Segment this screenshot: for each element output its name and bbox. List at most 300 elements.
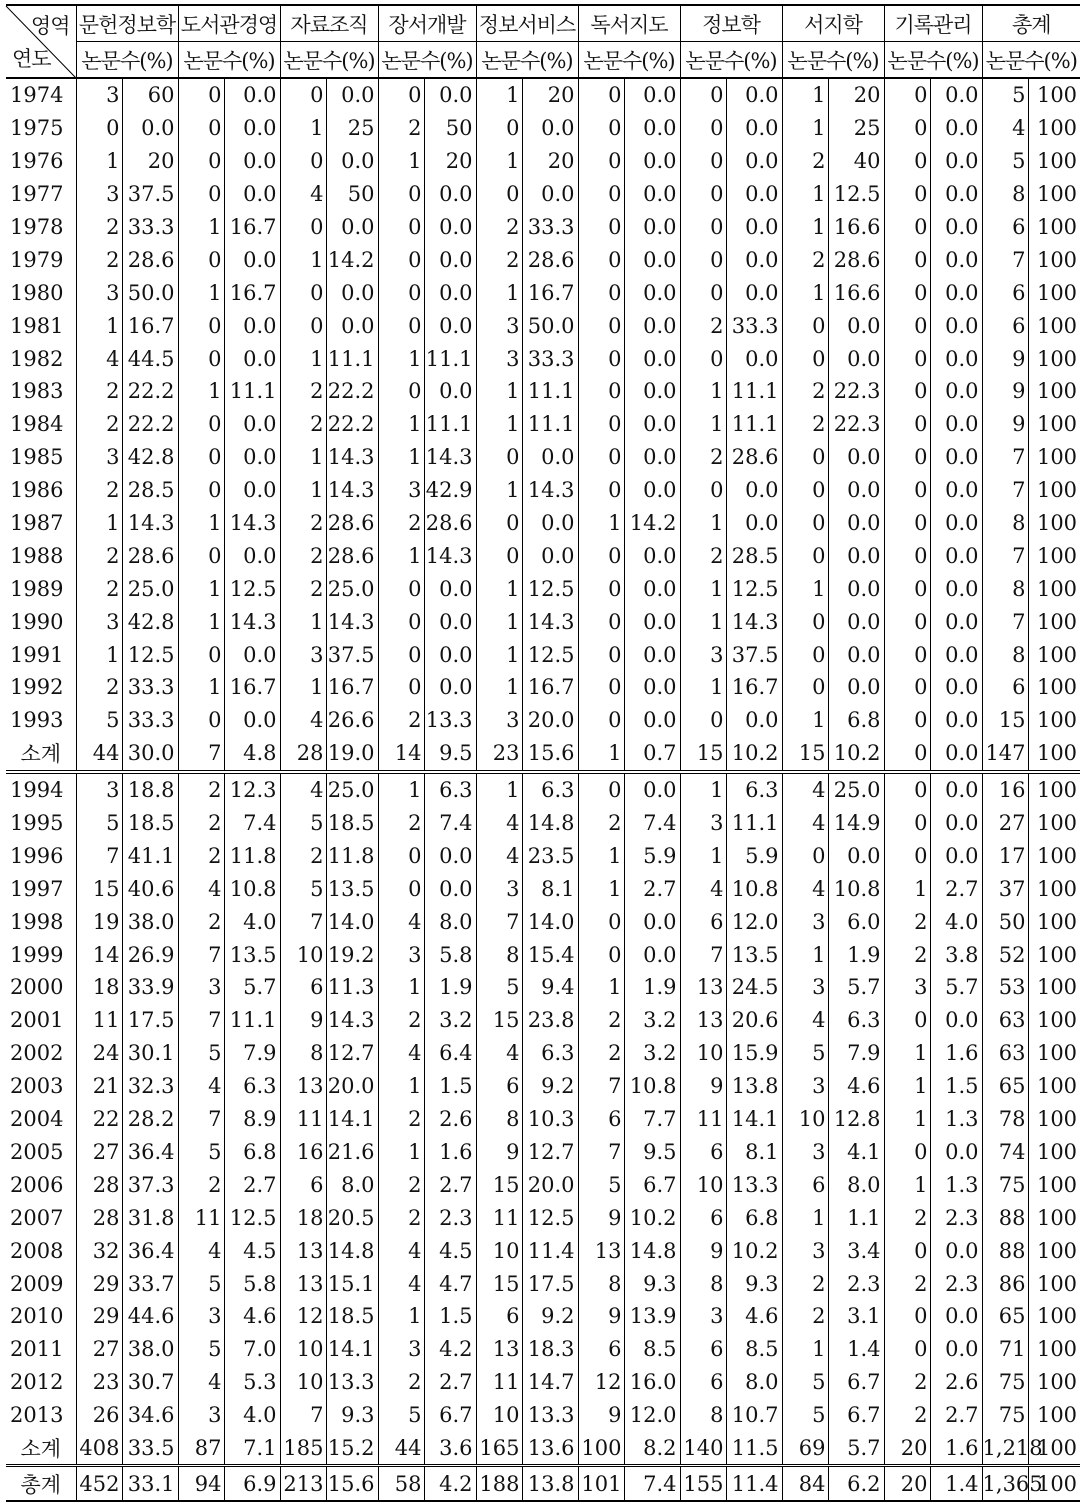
count-cell: 0	[680, 276, 726, 309]
count-cell: 2	[280, 839, 326, 872]
percent-cell: 2.6	[424, 1103, 476, 1136]
percent-cell: 13.5	[726, 938, 782, 971]
count-cell: 1	[476, 671, 522, 704]
percent-cell: 28.6	[122, 539, 178, 572]
percent-cell: 100	[1036, 942, 1078, 967]
percent-cell: 7.4	[224, 807, 280, 840]
percent-cell: 0.0	[624, 474, 680, 507]
percent-cell: 0.0	[930, 807, 982, 840]
count-cell: 6	[680, 1333, 726, 1366]
percent-cell: 15.9	[726, 1037, 782, 1070]
percent-cell: 100	[1036, 1074, 1078, 1099]
count-cell: 6	[680, 1136, 726, 1169]
percent-cell: 1.5	[424, 1300, 476, 1333]
count-cell: 2	[578, 1037, 624, 1070]
count-cell: 1	[178, 211, 224, 244]
percent-cell: 2.3	[930, 1201, 982, 1234]
percent-cell: 0.0	[424, 78, 476, 112]
percent-cell: 0.0	[930, 342, 982, 375]
percent-cell: 100	[1036, 1139, 1078, 1164]
percent-cell: 0.0	[930, 1234, 982, 1267]
percent-cell: 0.0	[930, 1136, 982, 1169]
percent-cell: 2.3	[828, 1267, 884, 1300]
count-cell: 2	[178, 839, 224, 872]
count-cell: 0	[680, 243, 726, 276]
percent-cell: 13.3	[522, 1399, 578, 1432]
percent-cell: 44.6	[122, 1300, 178, 1333]
count-cell: 2	[76, 211, 122, 244]
count-cell: 2	[378, 807, 424, 840]
percent-cell: 5.7	[224, 971, 280, 1004]
count-cell: 1	[378, 408, 424, 441]
count-cell: 10	[680, 1168, 726, 1201]
count-cell: 1	[578, 737, 624, 772]
percent-cell: 6.2	[828, 1466, 884, 1501]
table-row	[6, 1037, 1080, 1070]
percent-cell: 0.0	[828, 507, 884, 540]
percent-cell: 0.0	[522, 539, 578, 572]
percent-cell: 5.9	[726, 839, 782, 872]
count-cell: 0	[578, 671, 624, 704]
count-cell: 7	[178, 737, 224, 772]
percent-cell: 8.1	[726, 1136, 782, 1169]
percent-cell: 50.0	[122, 276, 178, 309]
count-cell: 12	[280, 1300, 326, 1333]
count-cell: 7	[76, 839, 122, 872]
count-cell: 5	[76, 807, 122, 840]
percent-cell: 42.8	[122, 605, 178, 638]
area-header-9: 총계	[982, 5, 1080, 42]
count-cell: 7	[680, 938, 726, 971]
percent-cell: 25	[828, 112, 884, 145]
count-cell: 9	[280, 1004, 326, 1037]
percent-cell: 100	[1036, 313, 1078, 338]
percent-cell: 100	[1036, 708, 1078, 733]
percent-cell: 0.0	[726, 178, 782, 211]
count-cell: 27	[76, 1333, 122, 1366]
percent-cell: 12.5	[726, 572, 782, 605]
count-cell: 185	[280, 1432, 326, 1466]
count-cell: 1	[782, 704, 828, 737]
percent-cell: 0.0	[224, 638, 280, 671]
percent-cell: 1.9	[624, 971, 680, 1004]
percent-cell: 42.9	[424, 474, 476, 507]
percent-cell: 0.0	[930, 441, 982, 474]
percent-cell: 100	[1028, 1466, 1080, 1501]
count-cell: 0	[578, 145, 624, 178]
count-cell: 155	[680, 1466, 726, 1501]
count-cell: 7	[982, 605, 1028, 638]
table-row	[6, 1201, 1080, 1234]
percent-cell: 0.0	[424, 605, 476, 638]
count-cell: 0	[884, 807, 930, 840]
percent-cell: 0.0	[326, 145, 378, 178]
count-cell: 2	[280, 375, 326, 408]
count-cell: 12	[578, 1366, 624, 1399]
percent-cell: 15.4	[522, 938, 578, 971]
count-cell: 0	[782, 839, 828, 872]
percent-cell: 100	[1036, 876, 1078, 901]
count-cell: 2	[680, 539, 726, 572]
percent-cell: 28.6	[522, 243, 578, 276]
percent-cell: 13.3	[424, 704, 476, 737]
percent-cell: 0.0	[624, 78, 680, 112]
count-cell: 8	[680, 1399, 726, 1432]
percent-cell: 0.0	[624, 178, 680, 211]
percent-cell: 5.8	[424, 938, 476, 971]
count-cell: 3	[76, 605, 122, 638]
percent-cell: 22.3	[828, 375, 884, 408]
percent-cell: 19.0	[326, 737, 378, 772]
percent-cell: 12.5	[522, 638, 578, 671]
percent-cell: 11.1	[726, 375, 782, 408]
count-cell: 8	[982, 178, 1028, 211]
percent-cell: 0.0	[624, 605, 680, 638]
count-cell: 8	[982, 507, 1028, 540]
table-row	[6, 1333, 1080, 1366]
percent-cell: 16.7	[522, 276, 578, 309]
percent-cell: 22.3	[828, 408, 884, 441]
count-cell: 13	[476, 1333, 522, 1366]
table-row	[6, 1103, 1080, 1136]
percent-cell: 6.3	[726, 772, 782, 807]
count-cell: 0	[884, 78, 930, 112]
count-cell: 3	[76, 78, 122, 112]
percent-cell: 2.7	[424, 1168, 476, 1201]
percent-cell: 0.0	[828, 671, 884, 704]
percent-cell: 0.0	[726, 276, 782, 309]
count-cell: 6	[578, 1103, 624, 1136]
count-cell: 21	[76, 1070, 122, 1103]
count-cell: 5	[178, 1267, 224, 1300]
percent-cell: 9.4	[522, 971, 578, 1004]
percent-cell: 100	[1036, 1041, 1078, 1066]
count-cell: 1	[476, 276, 522, 309]
percent-cell: 0.0	[930, 375, 982, 408]
count-cell: 1	[280, 441, 326, 474]
count-cell: 58	[378, 1466, 424, 1501]
count-cell: 0	[782, 638, 828, 671]
count-cell: 0	[178, 178, 224, 211]
percent-cell: 17.5	[522, 1267, 578, 1300]
percent-cell: 33.3	[522, 211, 578, 244]
year-cell: 1984	[6, 408, 76, 441]
count-cell: 0	[578, 178, 624, 211]
percent-cell: 33.7	[122, 1267, 178, 1300]
year-cell: 1997	[6, 872, 76, 905]
count-cell: 3	[76, 441, 122, 474]
count-cell: 22	[76, 1103, 122, 1136]
percent-cell: 11.5	[726, 1432, 782, 1466]
grand-total-row	[6, 1466, 1080, 1501]
percent-cell: 14.2	[326, 243, 378, 276]
count-cell: 5	[178, 1037, 224, 1070]
percent-cell: 33.3	[122, 671, 178, 704]
count-cell: 0	[476, 539, 522, 572]
count-cell: 63	[982, 1004, 1028, 1037]
count-cell: 1	[782, 276, 828, 309]
table-row	[6, 1136, 1080, 1169]
count-cell: 19	[76, 905, 122, 938]
percent-cell: 16.6	[828, 276, 884, 309]
subheader-row	[6, 42, 1080, 79]
percent-cell: 0.0	[726, 243, 782, 276]
percent-cell: 0.0	[624, 638, 680, 671]
percent-cell: 0.0	[424, 211, 476, 244]
count-cell: 0	[782, 342, 828, 375]
percent-cell: 0.0	[930, 1004, 982, 1037]
percent-cell: 0.0	[726, 112, 782, 145]
count-cell: 0	[578, 638, 624, 671]
percent-cell: 0.0	[522, 507, 578, 540]
percent-cell: 2.7	[624, 872, 680, 905]
percent-cell: 0.0	[224, 145, 280, 178]
year-cell: 2005	[6, 1136, 76, 1169]
count-cell: 6	[982, 276, 1028, 309]
percent-cell: 100	[1036, 83, 1078, 108]
count-cell: 1	[680, 772, 726, 807]
percent-cell: 0.0	[624, 539, 680, 572]
percent-cell: 37.3	[122, 1168, 178, 1201]
count-cell: 2	[680, 309, 726, 342]
count-cell: 6	[982, 211, 1028, 244]
count-cell: 0	[884, 211, 930, 244]
count-cell: 5	[378, 1399, 424, 1432]
percent-cell: 100	[1036, 778, 1078, 803]
percent-cell: 2.3	[930, 1267, 982, 1300]
count-cell: 75	[982, 1168, 1028, 1201]
percent-cell: 16.6	[828, 211, 884, 244]
percent-cell: 1.5	[424, 1070, 476, 1103]
count-cell: 7	[280, 1399, 326, 1432]
percent-cell: 0.0	[424, 839, 476, 872]
count-cell: 0	[884, 309, 930, 342]
count-cell: 0	[782, 441, 828, 474]
count-cell: 0	[476, 507, 522, 540]
count-cell: 0	[76, 112, 122, 145]
count-cell: 2	[782, 1300, 828, 1333]
count-cell: 78	[982, 1103, 1028, 1136]
count-cell: 6	[476, 1070, 522, 1103]
count-cell: 0	[782, 539, 828, 572]
percent-cell: 41.1	[122, 839, 178, 872]
count-cell: 2	[178, 1168, 224, 1201]
percent-cell: 6.7	[828, 1366, 884, 1399]
count-cell: 23	[76, 1366, 122, 1399]
percent-cell: 0.0	[424, 276, 476, 309]
table-body	[6, 78, 1080, 1501]
count-cell: 1	[178, 375, 224, 408]
count-cell: 2	[280, 507, 326, 540]
count-cell: 9	[476, 1136, 522, 1169]
count-cell: 8	[476, 938, 522, 971]
count-cell: 2	[76, 243, 122, 276]
count-cell: 6	[680, 1201, 726, 1234]
count-cell: 0	[578, 375, 624, 408]
percent-cell: 6.3	[522, 1037, 578, 1070]
count-cell: 0	[884, 772, 930, 807]
count-cell: 0	[378, 309, 424, 342]
percent-cell: 0.0	[624, 704, 680, 737]
count-cell: 86	[982, 1267, 1028, 1300]
percent-cell: 100	[1036, 543, 1078, 568]
count-cell: 0	[680, 704, 726, 737]
table-row	[6, 1366, 1080, 1399]
count-cell: 2	[476, 211, 522, 244]
count-cell: 0	[378, 572, 424, 605]
percent-cell: 14.8	[326, 1234, 378, 1267]
count-cell: 1	[884, 872, 930, 905]
count-cell: 94	[178, 1466, 224, 1501]
percent-cell: 6.8	[726, 1201, 782, 1234]
count-cell: 0	[280, 309, 326, 342]
percent-cell: 14.3	[424, 539, 476, 572]
percent-cell: 7.4	[624, 807, 680, 840]
count-cell: 2	[782, 243, 828, 276]
count-cell: 4	[378, 1037, 424, 1070]
count-cell: 6	[982, 309, 1028, 342]
percent-cell: 9.5	[424, 737, 476, 772]
count-cell: 4	[178, 1366, 224, 1399]
percent-cell: 100	[1036, 1271, 1078, 1296]
percent-cell: 0.0	[930, 112, 982, 145]
count-cell: 5	[280, 807, 326, 840]
count-cell: 2	[884, 905, 930, 938]
count-cell: 15	[982, 704, 1028, 737]
count-cell: 0	[178, 474, 224, 507]
percent-cell: 0.0	[624, 243, 680, 276]
count-cell: 4	[280, 772, 326, 807]
count-cell: 7	[982, 441, 1028, 474]
year-cell: 1975	[6, 112, 76, 145]
percent-cell: 3.2	[424, 1004, 476, 1037]
count-cell: 65	[982, 1300, 1028, 1333]
count-cell: 0	[884, 671, 930, 704]
percent-cell: 14.3	[326, 1004, 378, 1037]
percent-cell: 12.5	[522, 572, 578, 605]
count-cell: 0	[884, 408, 930, 441]
count-cell: 2	[280, 408, 326, 441]
percent-cell: 0.0	[930, 408, 982, 441]
percent-cell: 100	[1036, 642, 1078, 667]
percent-cell: 100	[1036, 909, 1078, 934]
percent-cell: 100	[1036, 1403, 1078, 1428]
percent-cell: 100	[1036, 609, 1078, 634]
count-cell: 13	[578, 1234, 624, 1267]
count-cell: 4	[378, 1234, 424, 1267]
sub-header-paper-count: 논문수(%)	[280, 42, 378, 79]
percent-cell: 7.9	[828, 1037, 884, 1070]
sub-header-paper-count: 논문수(%)	[578, 42, 680, 79]
count-cell: 0	[378, 839, 424, 872]
count-cell: 4	[178, 1070, 224, 1103]
count-cell: 11	[76, 1004, 122, 1037]
year-cell: 2013	[6, 1399, 76, 1432]
year-cell: 1979	[6, 243, 76, 276]
percent-cell: 6.3	[828, 1004, 884, 1037]
year-cell: 1974	[6, 78, 76, 112]
count-cell: 2	[378, 704, 424, 737]
percent-cell: 0.0	[424, 872, 476, 905]
count-cell: 28	[76, 1201, 122, 1234]
percent-cell: 0.0	[624, 342, 680, 375]
percent-cell: 11.4	[522, 1234, 578, 1267]
count-cell: 1	[476, 638, 522, 671]
percent-cell: 4.8	[224, 737, 280, 772]
count-cell: 1	[782, 938, 828, 971]
year-cell: 1991	[6, 638, 76, 671]
percent-cell: 20	[424, 145, 476, 178]
area-header-2: 자료조직	[280, 5, 378, 42]
count-cell: 2	[76, 408, 122, 441]
count-cell: 4	[280, 704, 326, 737]
percent-cell: 10.8	[828, 872, 884, 905]
percent-cell: 0.0	[930, 211, 982, 244]
count-cell: 1	[378, 145, 424, 178]
percent-cell: 0.0	[624, 276, 680, 309]
count-cell: 84	[782, 1466, 828, 1501]
percent-cell: 0.0	[224, 178, 280, 211]
sub-header-paper-count: 논문수(%)	[782, 42, 884, 79]
percent-cell: 10.8	[624, 1070, 680, 1103]
count-cell: 213	[280, 1466, 326, 1501]
percent-cell: 0.0	[930, 704, 982, 737]
count-cell: 0	[178, 704, 224, 737]
percent-cell: 1.6	[930, 1037, 982, 1070]
count-cell: 1	[884, 1168, 930, 1201]
year-cell: 1998	[6, 905, 76, 938]
year-cell: 2004	[6, 1103, 76, 1136]
count-cell: 0	[476, 178, 522, 211]
percent-cell: 0.0	[828, 539, 884, 572]
percent-cell: 1.3	[930, 1103, 982, 1136]
percent-cell: 20.6	[726, 1004, 782, 1037]
percent-cell: 0.0	[930, 671, 982, 704]
percent-cell: 14.8	[624, 1234, 680, 1267]
percent-cell: 100	[1036, 975, 1078, 1000]
percent-cell: 42.8	[122, 441, 178, 474]
percent-cell: 21.6	[326, 1136, 378, 1169]
area-header-row	[6, 5, 1080, 42]
year-cell: 1996	[6, 839, 76, 872]
count-cell: 71	[982, 1333, 1028, 1366]
percent-cell: 0.0	[326, 211, 378, 244]
table-row	[6, 178, 1080, 211]
count-cell: 1	[680, 507, 726, 540]
table-row	[6, 112, 1080, 145]
percent-cell: 15.6	[522, 737, 578, 772]
count-cell: 1	[476, 145, 522, 178]
count-cell: 0	[578, 441, 624, 474]
count-cell: 1	[782, 1333, 828, 1366]
percent-cell: 0.0	[930, 539, 982, 572]
percent-cell: 100	[1036, 1107, 1078, 1132]
percent-cell: 8.0	[828, 1168, 884, 1201]
percent-cell: 10.8	[224, 872, 280, 905]
count-cell: 4	[680, 872, 726, 905]
count-cell: 1	[476, 474, 522, 507]
year-cell: 1993	[6, 704, 76, 737]
count-cell: 5	[982, 145, 1028, 178]
percent-cell: 11.1	[224, 1004, 280, 1037]
table-row	[6, 474, 1080, 507]
count-cell: 1	[476, 605, 522, 638]
count-cell: 0	[884, 539, 930, 572]
percent-cell: 6.8	[828, 704, 884, 737]
percent-cell: 34.6	[122, 1399, 178, 1432]
count-cell: 15	[476, 1168, 522, 1201]
count-cell: 4	[982, 112, 1028, 145]
